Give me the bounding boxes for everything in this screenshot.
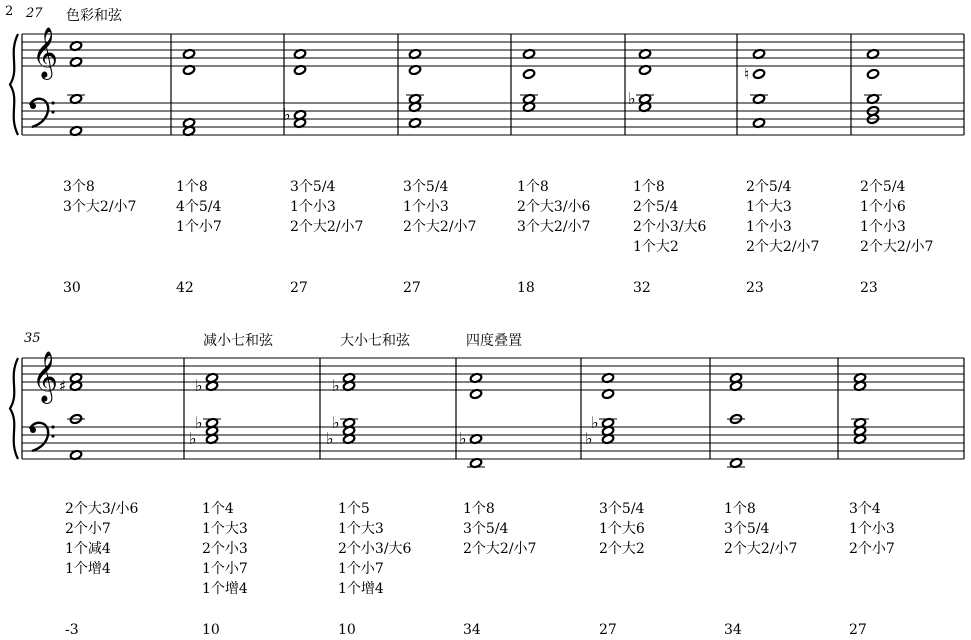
interval-line: 3个5/4 <box>463 521 509 537</box>
interval-line: 2个大2/小7 <box>290 219 364 235</box>
interval-line: 1个小3 <box>860 219 906 235</box>
chord-score-value: 10 <box>202 622 220 638</box>
interval-line: 1个小7 <box>176 219 222 235</box>
whole-note <box>753 69 766 80</box>
grand-staff-brace <box>10 34 18 135</box>
flat-sign: ♭ <box>591 413 599 432</box>
interval-annotation <box>849 499 895 559</box>
flat-sign: ♭ <box>332 413 340 432</box>
interval-line: 2个大2/小7 <box>463 541 537 557</box>
interval-annotation <box>599 499 645 559</box>
chord-score-value: 30 <box>63 280 81 296</box>
interval-line: 3个5/4 <box>403 179 449 195</box>
interval-line: 1个大6 <box>599 521 645 537</box>
interval-line: 2个小7 <box>65 521 111 537</box>
interval-annotation <box>463 499 536 559</box>
sharp-sign: ♯ <box>59 377 67 395</box>
interval-line: 2个大2/小7 <box>860 239 934 255</box>
flat-sign: ♭ <box>195 413 203 432</box>
chord-score-value: -3 <box>65 622 79 638</box>
interval-line: 3个5/4 <box>599 501 645 517</box>
chord-score-value: 27 <box>599 622 617 638</box>
flat-sign: ♭ <box>628 89 636 108</box>
bass-clef-dot <box>30 427 36 433</box>
flat-sign: ♭ <box>283 105 291 124</box>
chord-score-value: 34 <box>724 622 742 638</box>
chord-score-value: 34 <box>463 622 481 638</box>
treble-clef-icon: 𝄞 <box>32 351 59 402</box>
natural-sign: ♮ <box>744 65 750 83</box>
interval-line: 2个大3/小6 <box>517 199 591 215</box>
interval-annotation <box>290 177 363 237</box>
interval-annotation <box>746 177 819 257</box>
bass-clef-dot <box>51 110 54 113</box>
interval-line: 2个大2 <box>599 541 645 557</box>
grand-staff-brace <box>10 358 18 459</box>
chord-title-quartal-stack: 四度叠置 <box>466 333 522 349</box>
flat-sign: ♭ <box>332 376 340 395</box>
chord-title-diminished-minor-seventh: 减小七和弦 <box>203 333 273 349</box>
flat-sign: ♭ <box>189 429 197 448</box>
chord-title-color-chord: 色彩和弦 <box>66 8 122 24</box>
chord-score-value: 18 <box>517 280 535 296</box>
interval-line: 2个小7 <box>849 541 895 557</box>
interval-line: 1个小3 <box>849 521 895 537</box>
interval-line: 1个4 <box>202 501 234 517</box>
flat-sign: ♭ <box>459 429 467 448</box>
interval-line: 1个8 <box>176 179 208 195</box>
interval-annotation <box>633 177 706 257</box>
bass-clef-dot <box>51 425 54 428</box>
interval-line: 1个8 <box>463 501 495 517</box>
interval-annotation <box>65 499 138 579</box>
interval-line: 1个小3 <box>746 219 792 235</box>
chord-score-value: 27 <box>849 622 867 638</box>
interval-line: 1个小6 <box>860 199 906 215</box>
interval-line: 1个增4 <box>338 581 384 597</box>
interval-line: 1个小7 <box>202 561 248 577</box>
interval-line: 1个增4 <box>65 561 111 577</box>
interval-annotation <box>860 177 933 257</box>
interval-line: 2个小3 <box>202 541 248 557</box>
chord-score-value: 27 <box>290 280 308 296</box>
interval-line: 1个大2 <box>633 239 679 255</box>
treble-clef-icon: 𝄞 <box>32 27 59 78</box>
whole-note <box>523 69 536 80</box>
chord-score-value: 23 <box>746 280 764 296</box>
chord-title-dominant-seventh: 大小七和弦 <box>340 333 410 349</box>
interval-line: 1个大3 <box>746 199 792 215</box>
flat-sign: ♭ <box>585 429 593 448</box>
interval-line: 1个8 <box>633 179 665 195</box>
page-number: 2 <box>5 4 14 19</box>
chord-score-value: 10 <box>338 622 356 638</box>
interval-line: 1个大3 <box>338 521 384 537</box>
interval-line: 3个8 <box>63 179 95 195</box>
interval-line: 2个5/4 <box>633 199 679 215</box>
interval-line: 3个大2/小7 <box>517 219 591 235</box>
interval-line: 2个大2/小7 <box>746 239 820 255</box>
interval-annotation <box>724 499 797 559</box>
interval-annotation <box>517 177 590 237</box>
bass-clef-dot <box>51 434 54 437</box>
interval-line: 1个减4 <box>65 541 111 557</box>
interval-line: 3个大2/小7 <box>63 199 137 215</box>
interval-line: 1个5 <box>338 501 370 517</box>
interval-line: 3个4 <box>849 501 881 517</box>
measure-number-system-2: 35 <box>24 331 41 346</box>
chord-score-value: 42 <box>176 280 194 296</box>
interval-annotation <box>202 499 248 599</box>
interval-line: 1个小3 <box>403 199 449 215</box>
chord-score-value: 27 <box>403 280 421 296</box>
interval-line: 2个5/4 <box>860 179 906 195</box>
interval-line: 1个小3 <box>290 199 336 215</box>
interval-line: 2个小3/大6 <box>338 541 412 557</box>
chord-score-value: 23 <box>860 280 878 296</box>
interval-line: 4个5/4 <box>176 199 222 215</box>
interval-line: 1个大3 <box>202 521 248 537</box>
bass-clef-dot <box>51 101 54 104</box>
bass-clef-dot <box>30 103 36 109</box>
chord-score-value: 32 <box>633 280 651 296</box>
flat-sign: ♭ <box>326 429 334 448</box>
interval-line: 2个大2/小7 <box>724 541 798 557</box>
interval-line: 2个大2/小7 <box>403 219 477 235</box>
interval-line: 1个增4 <box>202 581 248 597</box>
flat-sign: ♭ <box>195 376 203 395</box>
measure-number-system-1: 27 <box>26 6 43 21</box>
interval-line: 2个大3/小6 <box>65 501 139 517</box>
interval-annotation <box>338 499 411 599</box>
interval-annotation <box>176 177 222 237</box>
interval-line: 1个8 <box>724 501 756 517</box>
interval-line: 3个5/4 <box>724 521 770 537</box>
interval-line: 2个5/4 <box>746 179 792 195</box>
whole-note <box>867 69 880 80</box>
interval-line: 3个5/4 <box>290 179 336 195</box>
interval-line: 2个小3/大6 <box>633 219 707 235</box>
interval-line: 1个小7 <box>338 561 384 577</box>
interval-annotation <box>63 177 136 217</box>
interval-annotation <box>403 177 476 237</box>
interval-line: 1个8 <box>517 179 549 195</box>
